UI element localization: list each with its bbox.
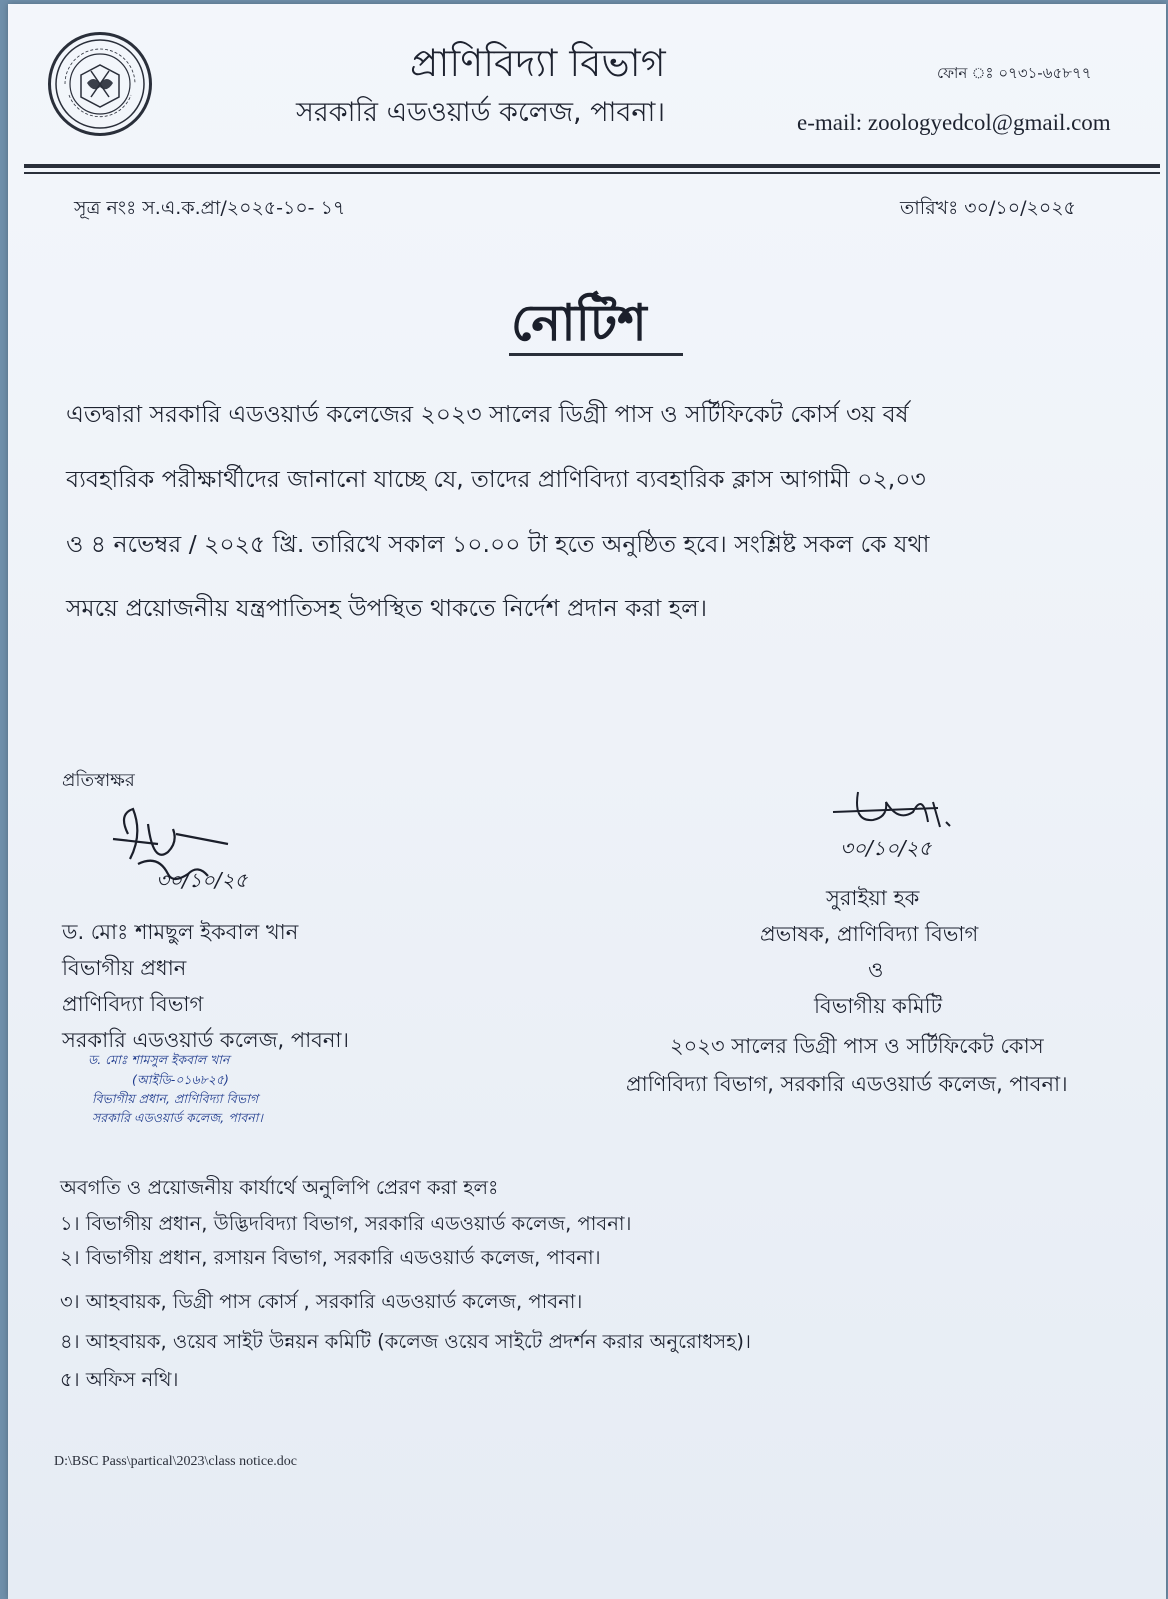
copy-recipient-item: ২। বিভাগীয় প্রধান, রসায়ন বিভাগ, সরকারি এডওয়ার্ড কলেজ, পাবনা। [60,1246,601,1269]
notice-body-line: ও ৪ নভেম্বর / ২০২৫ খ্রি. তারিখে সকাল ১০.০০ টা হতে অনুষ্ঠিত হবে। সংশ্লিষ্ট সকল কে যথা [66,530,930,558]
committee-affiliation: প্রাণিবিদ্যা বিভাগ, সরকারি এডওয়ার্ড কলেজ, পাবনা। [626,1072,1068,1096]
copy-recipient-item: ৫। অফিস নথি। [60,1368,179,1391]
notice-body-line: সময়ে প্রয়োজনীয় যন্ত্রপাতিসহ উপস্থিত থাকতে নির্দেশ প্রদান করা হল। [66,594,708,622]
head-college: সরকারি এডওয়ার্ড কলেজ, পাবনা। [62,1028,350,1052]
phone-number: ফোন ঃ ০৭৩১-৬৫৮৭৭ [937,64,1092,82]
committee-label: বিভাগীয় কমিটি [814,994,943,1018]
head-department: প্রাণিবিদ্যা বিভাগ [62,992,204,1016]
copy-recipient-item: ৩। আহবায়ক, ডিগ্রী পাস কোর্স , সরকারি এডওয়ার্ড কলেজ, পাবনা। [60,1290,583,1313]
notice-body-line: ব্যবহারিক পরীক্ষার্থীদের জানানো যাচ্ছে যে, তাদের প্রাণিবিদ্যা ব্যবহারিক ক্লাস আগামী ০২,০৩ [66,465,926,493]
lecturer-title: প্রভাষক, প্রাণিবিদ্যা বিভাগ [760,922,979,946]
notice-page [8,4,1166,1599]
conjunction-text: ও [868,958,884,982]
memo-number: সূত্র নংঃ স.এ.ক.প্রা/২০২৫-১০- ১৭ [74,197,346,219]
department-heading: প্রাণিবিদ্যা বিভাগ [410,41,666,85]
head-title: বিভাগীয় প্রধান [62,956,187,980]
official-stamp-line: বিভাগীয় প্রধান, প্রাণিবিদ্যা বিভাগ [92,1091,259,1106]
lecturer-name: সুরাইয়া হক [826,886,920,910]
document-file-path: D:\BSC Pass\partical\2023\class notice.doc [54,1454,298,1469]
official-stamp-line: সরকারি এডওয়ার্ড কলেজ, পাবনা। [92,1110,263,1125]
copy-recipient-item: ৪। আহবায়ক, ওয়েব সাইট উন্নয়ন কমিটি (কলেজ ওয়েব সাইটে প্রদর্শন করার অনুরোধসহ)। [60,1330,752,1353]
committee-description: ২০২৩ সালের ডিগ্রী পাস ও সর্টিফিকেট কোস [670,1034,1044,1058]
college-name: সরকারি এডওয়ার্ড কলেজ, পাবনা। [296,97,666,128]
copy-recipient-item: ১। বিভাগীয় প্রধান, উদ্ভিদবিদ্যা বিভাগ, সরকারি এডওয়ার্ড কলেজ, পাবনা। [60,1212,632,1235]
head-handwritten-signature [98,804,298,896]
notice-title-underline [509,353,683,356]
head-sign-date: ৩০/১০/২৫ [156,868,248,892]
copies-heading: অবগতি ও প্রয়োজনীয় কার্যার্থে অনুলিপি প্রেরণ করা হলঃ [60,1176,499,1199]
official-stamp-line: ড. মোঃ শামসুল ইকবাল খান [88,1052,230,1067]
header-divider-thin [24,172,1160,174]
head-name: ড. মোঃ শামছুল ইকবাল খান [62,920,299,944]
email-address: e-mail: zoologyedcol@gmail.com [797,110,1111,135]
notice-body-line: এতদ্বারা সরকারি এডওয়ার্ড কলেজের ২০২৩ সালের ডিগ্রী পাস ও সর্টিফিকেট কোর্স ৩য় বর্ষ [66,400,909,428]
official-stamp-line: (আইডি-০১৬৮২৫) [132,1072,229,1087]
countersign-label: প্রতিস্বাক্ষর [62,770,135,791]
college-seal-logo [48,32,152,136]
notice-date: তারিখঃ ৩০/১০/২০২৫ [900,197,1076,219]
lecturer-sign-date: ৩০/১০/২৫ [840,836,932,860]
notice-title: নোটিশ [511,294,647,352]
header-divider [24,164,1160,168]
lecturer-handwritten-signature [828,782,978,870]
